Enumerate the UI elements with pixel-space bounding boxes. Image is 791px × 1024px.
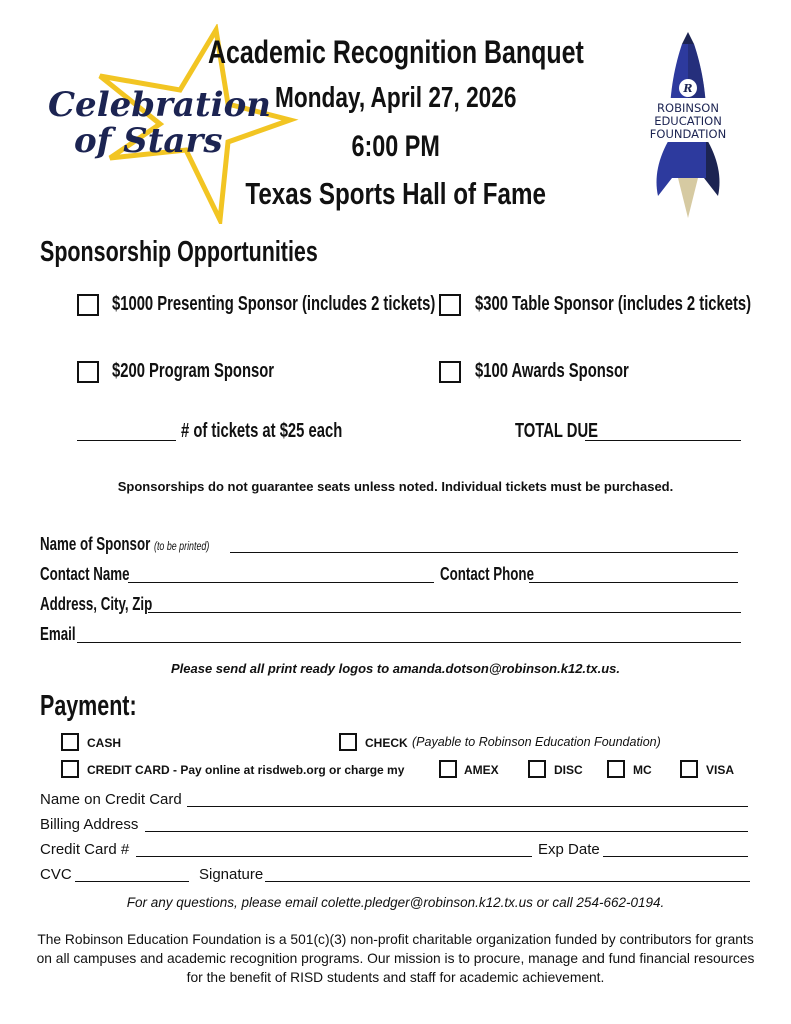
logo-text-celebration: Celebration [48, 85, 271, 125]
tickets-label: # of tickets at $25 each [181, 420, 343, 442]
billing-address-field[interactable] [145, 817, 748, 832]
presenting-sponsor-checkbox[interactable] [77, 294, 99, 316]
event-venue: Texas Sports Hall of Fame [245, 176, 546, 211]
sponsorship-note: Sponsorships do not guarantee seats unless noted. Individual tickets must be purchased. [117, 479, 674, 494]
exp-date-field[interactable] [603, 842, 748, 857]
svg-text:R: R [683, 82, 693, 95]
exp-date-label: Exp Date [538, 841, 600, 858]
total-due-label: TOTAL DUE [515, 420, 599, 442]
credit-card-number-field[interactable] [136, 842, 532, 857]
check-label: CHECK [365, 736, 408, 750]
amex-checkbox[interactable] [439, 760, 457, 778]
cash-checkbox[interactable] [61, 733, 79, 751]
disc-checkbox[interactable] [528, 760, 546, 778]
program-sponsor-checkbox[interactable] [77, 361, 99, 383]
tickets-count-field[interactable] [77, 424, 176, 441]
credit-card-label: CREDIT CARD - Pay online at risdweb.org or charge my [87, 763, 405, 777]
total-due-field[interactable] [585, 424, 741, 441]
mc-checkbox[interactable] [607, 760, 625, 778]
visa-label: VISA [706, 763, 735, 777]
presenting-sponsor-label: $1000 Presenting Sponsor (includes 2 tickets) [112, 293, 436, 315]
svg-text:FOUNDATION: FOUNDATION [649, 127, 727, 141]
credit-card-number-label: Credit Card # [40, 841, 130, 858]
svg-text:EDUCATION: EDUCATION [654, 114, 722, 128]
name-on-card-label: Name on Credit Card [40, 791, 182, 808]
sponsor-name-label: Name of Sponsor (to be printed) [40, 534, 210, 554]
mc-label: MC [633, 763, 652, 777]
contact-name-label: Contact Name [40, 564, 130, 584]
disc-label: DISC [554, 763, 583, 777]
awards-sponsor-label: $100 Awards Sponsor [475, 360, 629, 382]
table-sponsor-checkbox[interactable] [439, 294, 461, 316]
credit-card-checkbox[interactable] [61, 760, 79, 778]
robinson-education-foundation-logo [636, 28, 740, 224]
payment-title: Payment: [40, 690, 137, 722]
contact-phone-label: Contact Phone [440, 564, 534, 584]
address-label: Address, City, Zip [40, 594, 153, 614]
check-checkbox[interactable] [339, 733, 357, 751]
email-label: Email [40, 624, 76, 644]
signature-label: Signature [199, 866, 264, 883]
cvc-label: CVC [40, 866, 72, 883]
event-title: Academic Recognition Banquet [207, 34, 584, 70]
billing-address-label: Billing Address [40, 816, 139, 833]
logo-submission-note: Please send all print ready logos to amanda.dotson@robinson.k12.tx.us. [170, 661, 620, 676]
cvc-field[interactable] [75, 867, 189, 882]
logo-text-of-stars: of Stars [74, 121, 223, 161]
sponsorship-title: Sponsorship Opportunities [40, 236, 318, 268]
program-sponsor-label: $200 Program Sponsor [112, 360, 275, 382]
check-payable-note: (Payable to Robinson Education Foundation) [412, 735, 661, 749]
amex-label: AMEX [464, 763, 499, 777]
name-on-card-field[interactable] [187, 792, 748, 807]
mission-statement: The Robinson Education Foundation is a 501(c)(3) non-profit charitable organization funded by contributors for grants on all campuses and academic recognition programs. Our mission is to procure, manage and fund financial resources for the benefit of RISD students and staff for academic achievement. [36, 932, 755, 985]
contact-phone-field[interactable] [529, 566, 738, 583]
event-date: Monday, April 27, 2026 [274, 82, 517, 114]
awards-sponsor-checkbox[interactable] [439, 361, 461, 383]
questions-contact-note: For any questions, please email colette.pledger@robinson.k12.tx.us or call 254-662-0194. [126, 895, 665, 910]
table-sponsor-label: $300 Table Sponsor (includes 2 tickets) [475, 293, 752, 315]
visa-checkbox[interactable] [680, 760, 698, 778]
svg-text:ROBINSON: ROBINSON [657, 101, 719, 115]
sponsor-name-field[interactable] [230, 536, 738, 553]
signature-field[interactable] [265, 867, 750, 882]
event-time: 6:00 PM [351, 130, 440, 163]
address-field[interactable] [148, 596, 741, 613]
email-field[interactable] [77, 626, 741, 643]
contact-name-field[interactable] [128, 566, 434, 583]
cash-label: CASH [87, 736, 122, 750]
